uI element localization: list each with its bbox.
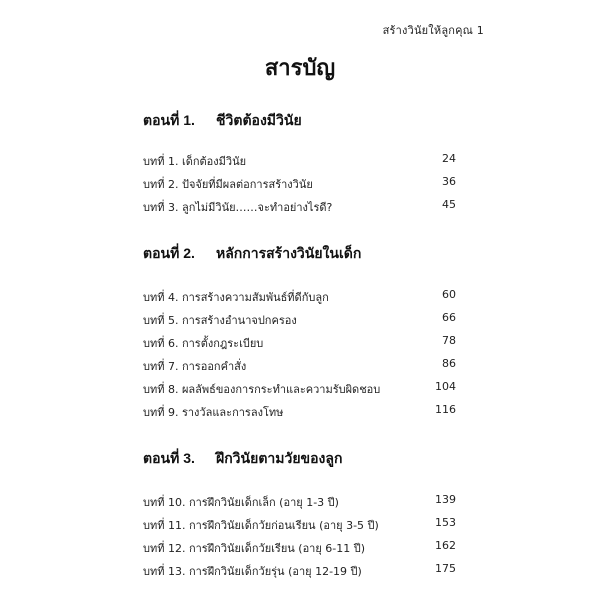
toc-entry-ch9[interactable] <box>143 403 456 419</box>
entry-page: 24 <box>442 152 456 165</box>
page-title: สารบัญ <box>264 55 336 80</box>
toc-entry-ch8[interactable] <box>143 380 456 396</box>
entry-label: บทที่ 7. การออกคำสั่ง <box>143 360 247 373</box>
part-title: ชีวิตต้องมีวินัย <box>216 112 302 128</box>
toc-entry-ch6[interactable] <box>143 334 456 350</box>
entry-label: บทที่ 1. เด็กต้องมีวินัย <box>143 155 247 168</box>
entry-label: บทที่ 8. ผลลัพธ์ของการกระทำและความรับผิดชอบ <box>143 383 381 396</box>
entry-label: บทที่ 6. การตั้งกฎระเบียบ <box>143 337 264 350</box>
toc-entry-ch4[interactable] <box>143 288 456 304</box>
entry-page: 116 <box>435 403 456 416</box>
toc-entry-ch10[interactable] <box>143 493 456 509</box>
entry-page: 162 <box>435 539 456 552</box>
toc-entry-ch13[interactable] <box>143 562 456 578</box>
running-head: สร้างวินัยให้ลูกคุณ 1 <box>382 24 484 37</box>
part-number: ตอนที่ 3. <box>143 450 195 466</box>
entry-label: บทที่ 2. ปัจจัยที่มีผลต่อการสร้างวินัย <box>143 178 313 191</box>
entry-label: บทที่ 11. การฝึกวินัยเด็กวัยก่อนเรียน (อายุ 3-5 ปี) <box>143 519 379 532</box>
toc-entry-ch2[interactable] <box>143 175 456 191</box>
part-number: ตอนที่ 2. <box>143 245 195 261</box>
toc-entry-ch5[interactable] <box>143 311 456 327</box>
entry-page: 78 <box>442 334 456 347</box>
entry-label: บทที่ 5. การสร้างอำนาจปกครอง <box>143 314 297 327</box>
entry-page: 139 <box>435 493 456 506</box>
entry-page: 175 <box>435 562 456 575</box>
entry-label: บทที่ 13. การฝึกวินัยเด็กวัยรุ่น (อายุ 12-19 ปี) <box>143 565 362 578</box>
entry-page: 86 <box>442 357 456 370</box>
entry-page: 104 <box>435 380 456 393</box>
toc-entry-ch1[interactable] <box>143 152 456 168</box>
entry-page: 153 <box>435 516 456 529</box>
toc-entry-ch3[interactable] <box>143 198 456 214</box>
entry-label: บทที่ 4. การสร้างความสัมพันธ์ที่ดีกับลูก <box>143 291 329 304</box>
part-title: หลักการสร้างวินัยในเด็ก <box>216 245 362 261</box>
toc-entry-ch12[interactable] <box>143 539 456 555</box>
entry-label: บทที่ 3. ลูกไม่มีวินัย……จะทำอย่างไรดี? <box>143 201 333 214</box>
entry-label: บทที่ 9. รางวัลและการลงโทษ <box>143 406 284 419</box>
toc-entry-ch11[interactable] <box>143 516 456 532</box>
entry-page: 45 <box>442 198 456 211</box>
entry-label: บทที่ 10. การฝึกวินัยเด็กเล็ก (อายุ 1-3 ปี) <box>143 496 339 509</box>
entry-page: 60 <box>442 288 456 301</box>
entry-label: บทที่ 12. การฝึกวินัยเด็กวัยเรียน (อายุ 6-11 ปี) <box>143 542 366 555</box>
toc-entry-ch7[interactable] <box>143 357 456 373</box>
part-title: ฝึกวินัยตามวัยของลูก <box>216 450 343 466</box>
entry-page: 66 <box>442 311 456 324</box>
entry-page: 36 <box>442 175 456 188</box>
part-number: ตอนที่ 1. <box>143 112 195 128</box>
